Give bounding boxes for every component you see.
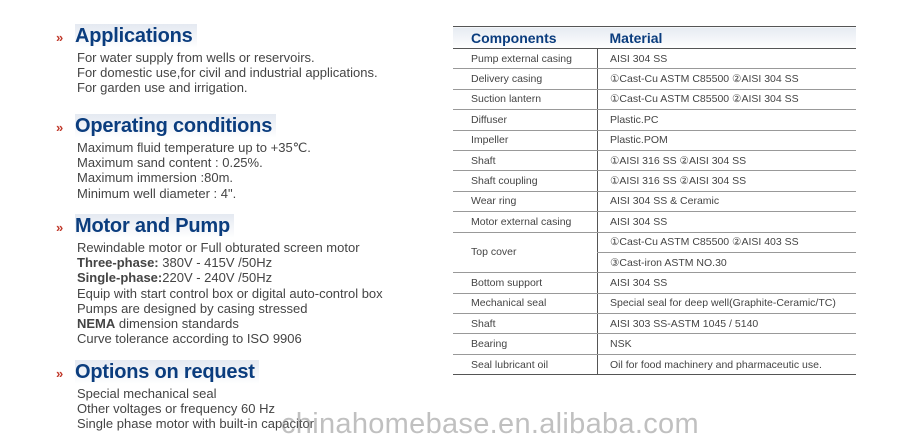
- line: Maximum sand content : 0.25%.: [77, 155, 263, 171]
- material-cell: ③Cast-iron ASTM NO.30: [598, 252, 857, 272]
- table-row: [453, 171, 856, 191]
- line-label: NEMA: [77, 316, 116, 332]
- line: Single phase motor with built-in capacitor: [77, 416, 315, 432]
- component-cell: Diffuser: [453, 110, 598, 130]
- section-motor-and-pump: [56, 214, 383, 346]
- line: Maximum fluid temperature up to +35℃.: [77, 140, 311, 155]
- component-cell: Shaft: [453, 314, 598, 334]
- section-title: Options on request: [75, 361, 255, 383]
- line: Pumps are designed by casing stressed: [77, 300, 308, 316]
- line: Curve tolerance according to ISO 9906: [77, 331, 302, 347]
- section-lines: [77, 240, 383, 346]
- material-cell: ①Cast-Cu ASTM C85500 ②AISI 304 SS: [598, 89, 857, 109]
- material-cell: ①Cast-Cu ASTM C85500 ②AISI 403 SS: [598, 232, 857, 252]
- line: Minimum well diameter : 4".: [77, 185, 237, 201]
- component-cell: Impeller: [453, 130, 598, 150]
- section-title: Motor and Pump: [75, 215, 230, 237]
- table-row: [453, 150, 856, 170]
- table-header-row: [453, 27, 856, 49]
- component-cell: Delivery casing: [453, 69, 598, 89]
- material-cell: AISI 304 SS & Ceramic: [598, 191, 857, 211]
- header-components: Components: [453, 27, 598, 49]
- section-title: Applications: [75, 25, 193, 47]
- line: For domestic use,for civil and industrial applications.: [77, 65, 378, 81]
- section-operating-conditions: [56, 114, 311, 201]
- section-lines: [77, 140, 311, 201]
- table-row: [453, 334, 856, 354]
- table-row: [453, 130, 856, 150]
- line: Equip with start control box or digital auto-control box: [77, 285, 383, 301]
- material-cell: NSK: [598, 334, 857, 354]
- section-options-on-request: [56, 360, 314, 432]
- line: Special mechanical seal: [77, 386, 217, 401]
- section-lines: [77, 50, 378, 96]
- header-material: Material: [598, 27, 857, 49]
- watermark: chinahomebase.en.alibaba.com: [281, 408, 699, 440]
- material-cell: ①Cast-Cu ASTM C85500 ②AISI 304 SS: [598, 69, 857, 89]
- component-cell: Seal lubricant oil: [453, 354, 598, 374]
- section-title: Operating conditions: [75, 115, 273, 137]
- table-row: [453, 89, 856, 109]
- section-lines: [77, 386, 314, 432]
- material-cell: AISI 304 SS: [598, 212, 857, 232]
- table-row: [453, 212, 856, 232]
- section-applications: [56, 24, 378, 96]
- double-chevron-icon: »: [56, 220, 64, 235]
- line: [77, 270, 383, 285]
- table-row: [453, 69, 856, 89]
- component-cell: Shaft coupling: [453, 171, 598, 191]
- table-row: [453, 232, 856, 252]
- table-row: [453, 314, 856, 334]
- table-row: [453, 354, 856, 374]
- line-value: 220V - 240V /50Hz: [162, 270, 273, 286]
- component-cell: Bearing: [453, 334, 598, 354]
- material-cell: AISI 303 SS-ASTM 1045 / 5140: [598, 314, 857, 334]
- material-cell: ①AISI 316 SS ②AISI 304 SS: [598, 171, 857, 191]
- material-cell: Special seal for deep well(Graphite-Ceramic/TC): [598, 293, 857, 313]
- material-cell: AISI 304 SS: [598, 49, 857, 69]
- component-cell: Shaft: [453, 150, 598, 170]
- line: Rewindable motor or Full obturated screen motor: [77, 240, 360, 255]
- double-chevron-icon: »: [56, 366, 64, 381]
- line: [77, 255, 383, 270]
- component-cell: Motor external casing: [453, 212, 598, 232]
- double-chevron-icon: »: [56, 120, 64, 135]
- table-row: [453, 273, 856, 293]
- material-cell: Oil for food machinery and pharmaceutic use.: [598, 354, 857, 374]
- line: For water supply from wells or reservoirs.: [77, 50, 315, 65]
- double-chevron-icon: »: [56, 30, 64, 45]
- component-cell: Top cover: [453, 232, 598, 273]
- material-cell: Plastic.PC: [598, 110, 857, 130]
- line-value: dimension standards: [115, 316, 239, 332]
- component-cell: Bottom support: [453, 273, 598, 293]
- materials-table: [453, 26, 856, 375]
- table-row: [453, 49, 856, 69]
- table-row: [453, 110, 856, 130]
- line: Other voltages or frequency 60 Hz: [77, 401, 275, 417]
- component-cell: Pump external casing: [453, 49, 598, 69]
- component-cell: Mechanical seal: [453, 293, 598, 313]
- line: For garden use and irrigation.: [77, 80, 248, 96]
- line: Maximum immersion :80m.: [77, 170, 234, 186]
- material-cell: AISI 304 SS: [598, 273, 857, 293]
- line-label: Single-phase:: [77, 270, 163, 286]
- table-row: [453, 293, 856, 313]
- material-cell: Plastic.POM: [598, 130, 857, 150]
- component-cell: Wear ring: [453, 191, 598, 211]
- table-row: [453, 191, 856, 211]
- line-value: 380V - 415V /50Hz: [158, 255, 273, 271]
- component-cell: Suction lantern: [453, 89, 598, 109]
- line: [77, 316, 383, 331]
- line-label: Three-phase:: [77, 255, 159, 271]
- material-cell: ①AISI 316 SS ②AISI 304 SS: [598, 150, 857, 170]
